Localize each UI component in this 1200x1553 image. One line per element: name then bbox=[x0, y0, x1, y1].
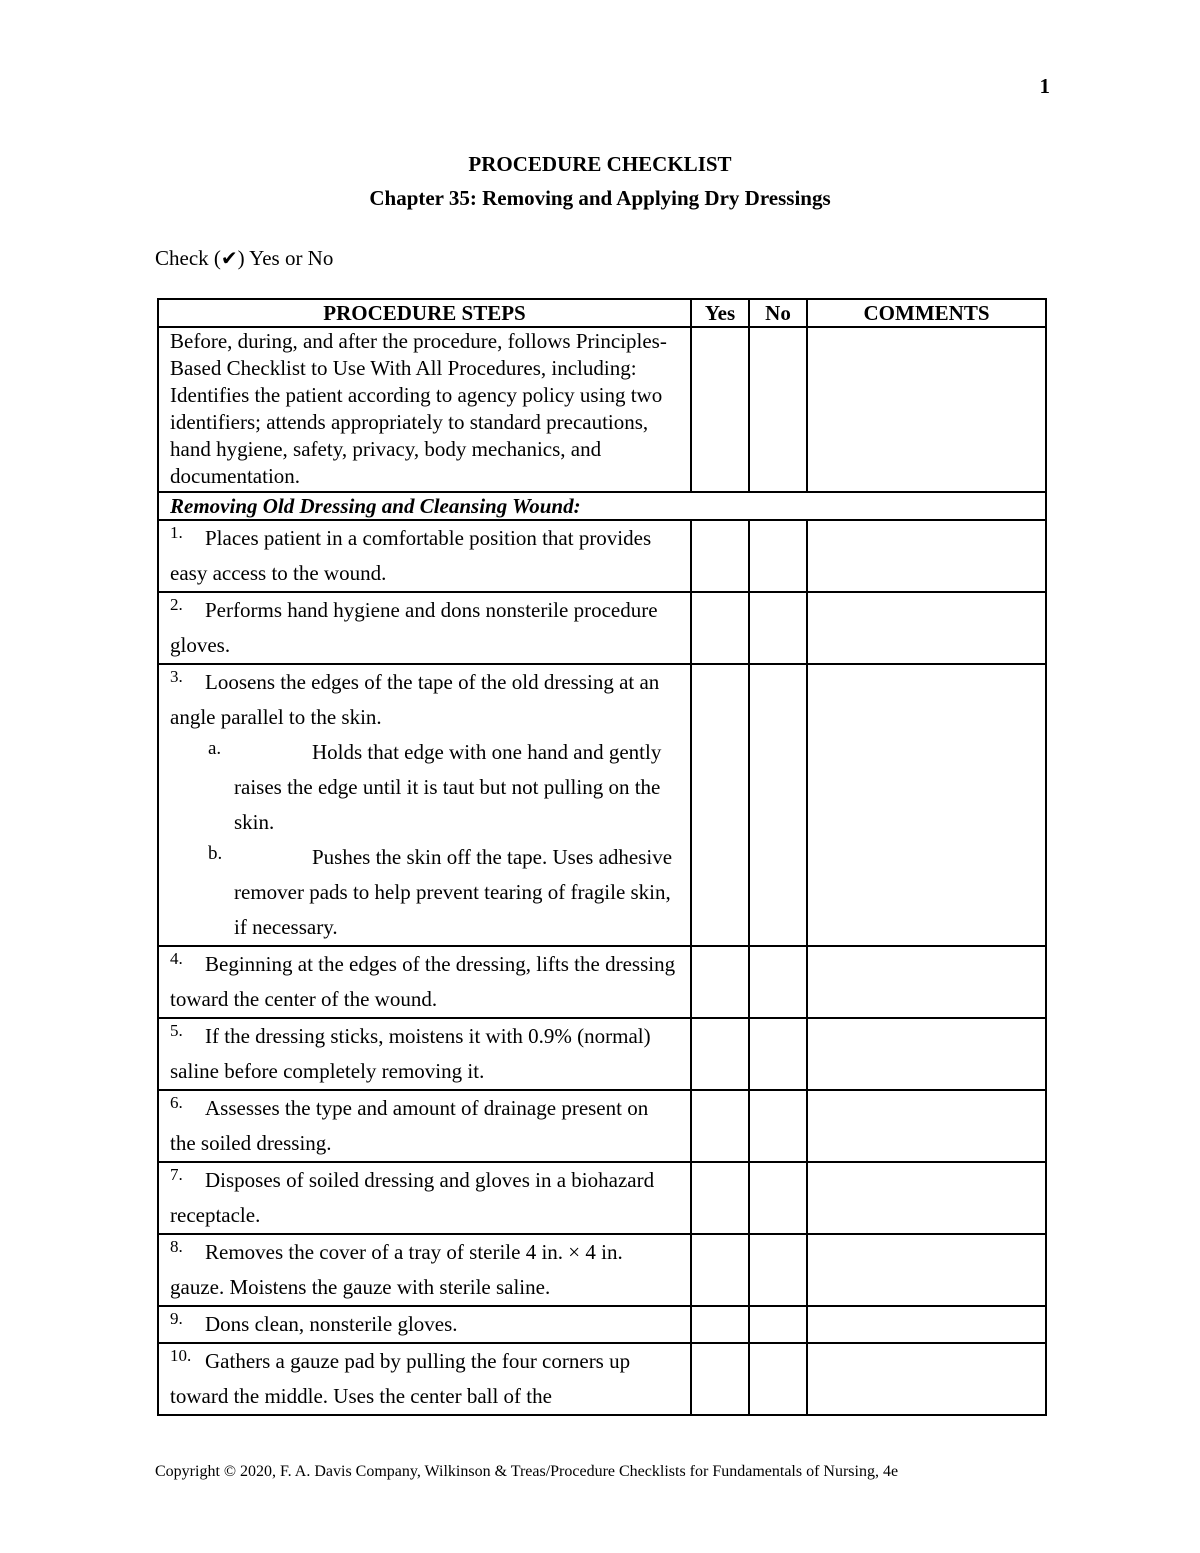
comments-cell[interactable] bbox=[807, 664, 1046, 946]
step-number: 5. bbox=[170, 1021, 183, 1040]
check-instruction-suffix: ) Yes or No bbox=[237, 246, 334, 270]
comments-cell[interactable] bbox=[807, 1090, 1046, 1162]
table-row bbox=[158, 592, 1046, 664]
step-number: 3. bbox=[170, 667, 183, 686]
check-instruction bbox=[155, 246, 333, 271]
step-cell bbox=[158, 664, 691, 946]
no-cell[interactable] bbox=[749, 664, 807, 946]
comments-cell[interactable] bbox=[807, 1162, 1046, 1234]
step-cell bbox=[158, 1343, 691, 1415]
comments-cell[interactable] bbox=[807, 1018, 1046, 1090]
check-mark-icon: ✔ bbox=[220, 246, 238, 270]
step-text: Gathers a gauze pad by pulling the four corners up toward the middle. Uses the center ball of the bbox=[170, 1349, 631, 1408]
sub-step-text: Pushes the skin off the tape. Uses adhesive remover pads to help prevent tearing of fragile skin, if necessary. bbox=[234, 845, 673, 939]
table-row bbox=[158, 1343, 1046, 1415]
document-subtitle: Chapter 35: Removing and Applying Dry Dressings bbox=[369, 186, 831, 210]
yes-cell[interactable] bbox=[691, 664, 749, 946]
yes-cell[interactable] bbox=[691, 1343, 749, 1415]
no-cell[interactable] bbox=[749, 1162, 807, 1234]
intro-text: Before, during, and after the procedure, follows Principles-Based Checklist to Use With All Procedures, including: Identifies the patient according to agency policy using two identifiers; attends appropriately to standard precautions, hand hygiene, safety, privacy, body mechanics, and documentation. bbox=[158, 327, 691, 492]
step-number: 1. bbox=[170, 523, 183, 542]
step-cell bbox=[158, 1090, 691, 1162]
header-comments: COMMENTS bbox=[807, 299, 1046, 327]
sub-step bbox=[170, 840, 679, 945]
comments-cell[interactable] bbox=[807, 946, 1046, 1018]
comments-cell[interactable] bbox=[807, 1343, 1046, 1415]
no-cell[interactable] bbox=[749, 1343, 807, 1415]
intro-row bbox=[158, 327, 1046, 492]
step-number: 7. bbox=[170, 1165, 183, 1184]
step-number: 10. bbox=[170, 1346, 192, 1365]
step-number: 2. bbox=[170, 595, 183, 614]
table-row bbox=[158, 1090, 1046, 1162]
step-text: Performs hand hygiene and dons nonsterile procedure gloves. bbox=[170, 598, 658, 657]
step-number: 6. bbox=[170, 1093, 183, 1112]
procedure-checklist-table bbox=[157, 298, 1047, 1416]
no-cell[interactable] bbox=[749, 327, 807, 492]
yes-cell[interactable] bbox=[691, 592, 749, 664]
page-number: 1 bbox=[1039, 74, 1050, 98]
comments-cell[interactable] bbox=[807, 1234, 1046, 1306]
yes-cell[interactable] bbox=[691, 327, 749, 492]
table-row bbox=[158, 1234, 1046, 1306]
table-row bbox=[158, 520, 1046, 592]
header-no: No bbox=[749, 299, 807, 327]
yes-cell[interactable] bbox=[691, 1306, 749, 1343]
step-cell bbox=[158, 1162, 691, 1234]
step-cell bbox=[158, 1306, 691, 1343]
yes-cell[interactable] bbox=[691, 946, 749, 1018]
step-cell bbox=[158, 1234, 691, 1306]
no-cell[interactable] bbox=[749, 1090, 807, 1162]
header-yes: Yes bbox=[691, 299, 749, 327]
comments-cell[interactable] bbox=[807, 592, 1046, 664]
step-text: Disposes of soiled dressing and gloves in a biohazard receptacle. bbox=[170, 1168, 655, 1227]
yes-cell[interactable] bbox=[691, 1162, 749, 1234]
step-text: If the dressing sticks, moistens it with 0.9% (normal) saline before completely removing it. bbox=[170, 1024, 651, 1083]
sub-step-text: Holds that edge with one hand and gently raises the edge until it is taut but not pulling on the skin. bbox=[234, 740, 662, 834]
step-cell bbox=[158, 592, 691, 664]
table-row bbox=[158, 664, 1046, 946]
table-row bbox=[158, 946, 1046, 1018]
table-row bbox=[158, 1306, 1046, 1343]
yes-cell[interactable] bbox=[691, 1090, 749, 1162]
document-title: PROCEDURE CHECKLIST bbox=[468, 152, 732, 176]
yes-cell[interactable] bbox=[691, 1234, 749, 1306]
sub-step-letter: a. bbox=[208, 738, 222, 759]
sub-step-letter: b. bbox=[208, 843, 223, 864]
comments-cell[interactable] bbox=[807, 520, 1046, 592]
step-text: Assesses the type and amount of drainage present on the soiled dressing. bbox=[170, 1096, 649, 1155]
section-heading-row bbox=[158, 492, 1046, 520]
check-instruction-prefix: Check ( bbox=[155, 246, 221, 270]
copyright-footer: Copyright © 2020, F. A. Davis Company, Wilkinson & Treas/Procedure Checklists for Fundamentals of Nursing, 4e bbox=[155, 1463, 899, 1480]
step-number: 4. bbox=[170, 949, 183, 968]
no-cell[interactable] bbox=[749, 946, 807, 1018]
step-text: Removes the cover of a tray of sterile 4 in. × 4 in. gauze. Moistens the gauze with sterile saline. bbox=[170, 1240, 623, 1299]
step-text: Dons clean, nonsterile gloves. bbox=[205, 1312, 458, 1336]
no-cell[interactable] bbox=[749, 1306, 807, 1343]
no-cell[interactable] bbox=[749, 520, 807, 592]
table-row bbox=[158, 1162, 1046, 1234]
sub-step bbox=[170, 735, 679, 840]
step-number: 9. bbox=[170, 1309, 183, 1328]
section-heading: Removing Old Dressing and Cleansing Wound: bbox=[158, 492, 1046, 520]
table-header-row bbox=[158, 299, 1046, 327]
step-cell bbox=[158, 520, 691, 592]
step-text: Loosens the edges of the tape of the old dressing at an angle parallel to the skin. bbox=[170, 670, 660, 729]
yes-cell[interactable] bbox=[691, 1018, 749, 1090]
yes-cell[interactable] bbox=[691, 520, 749, 592]
step-text: Beginning at the edges of the dressing, lifts the dressing toward the center of the wound. bbox=[170, 952, 676, 1011]
step-text: Places patient in a comfortable position that provides easy access to the wound. bbox=[170, 526, 652, 585]
step-cell bbox=[158, 946, 691, 1018]
no-cell[interactable] bbox=[749, 1018, 807, 1090]
comments-cell[interactable] bbox=[807, 327, 1046, 492]
step-cell bbox=[158, 1018, 691, 1090]
no-cell[interactable] bbox=[749, 592, 807, 664]
comments-cell[interactable] bbox=[807, 1306, 1046, 1343]
no-cell[interactable] bbox=[749, 1234, 807, 1306]
table-row bbox=[158, 1018, 1046, 1090]
header-procedure-steps: PROCEDURE STEPS bbox=[158, 299, 691, 327]
step-number: 8. bbox=[170, 1237, 183, 1256]
